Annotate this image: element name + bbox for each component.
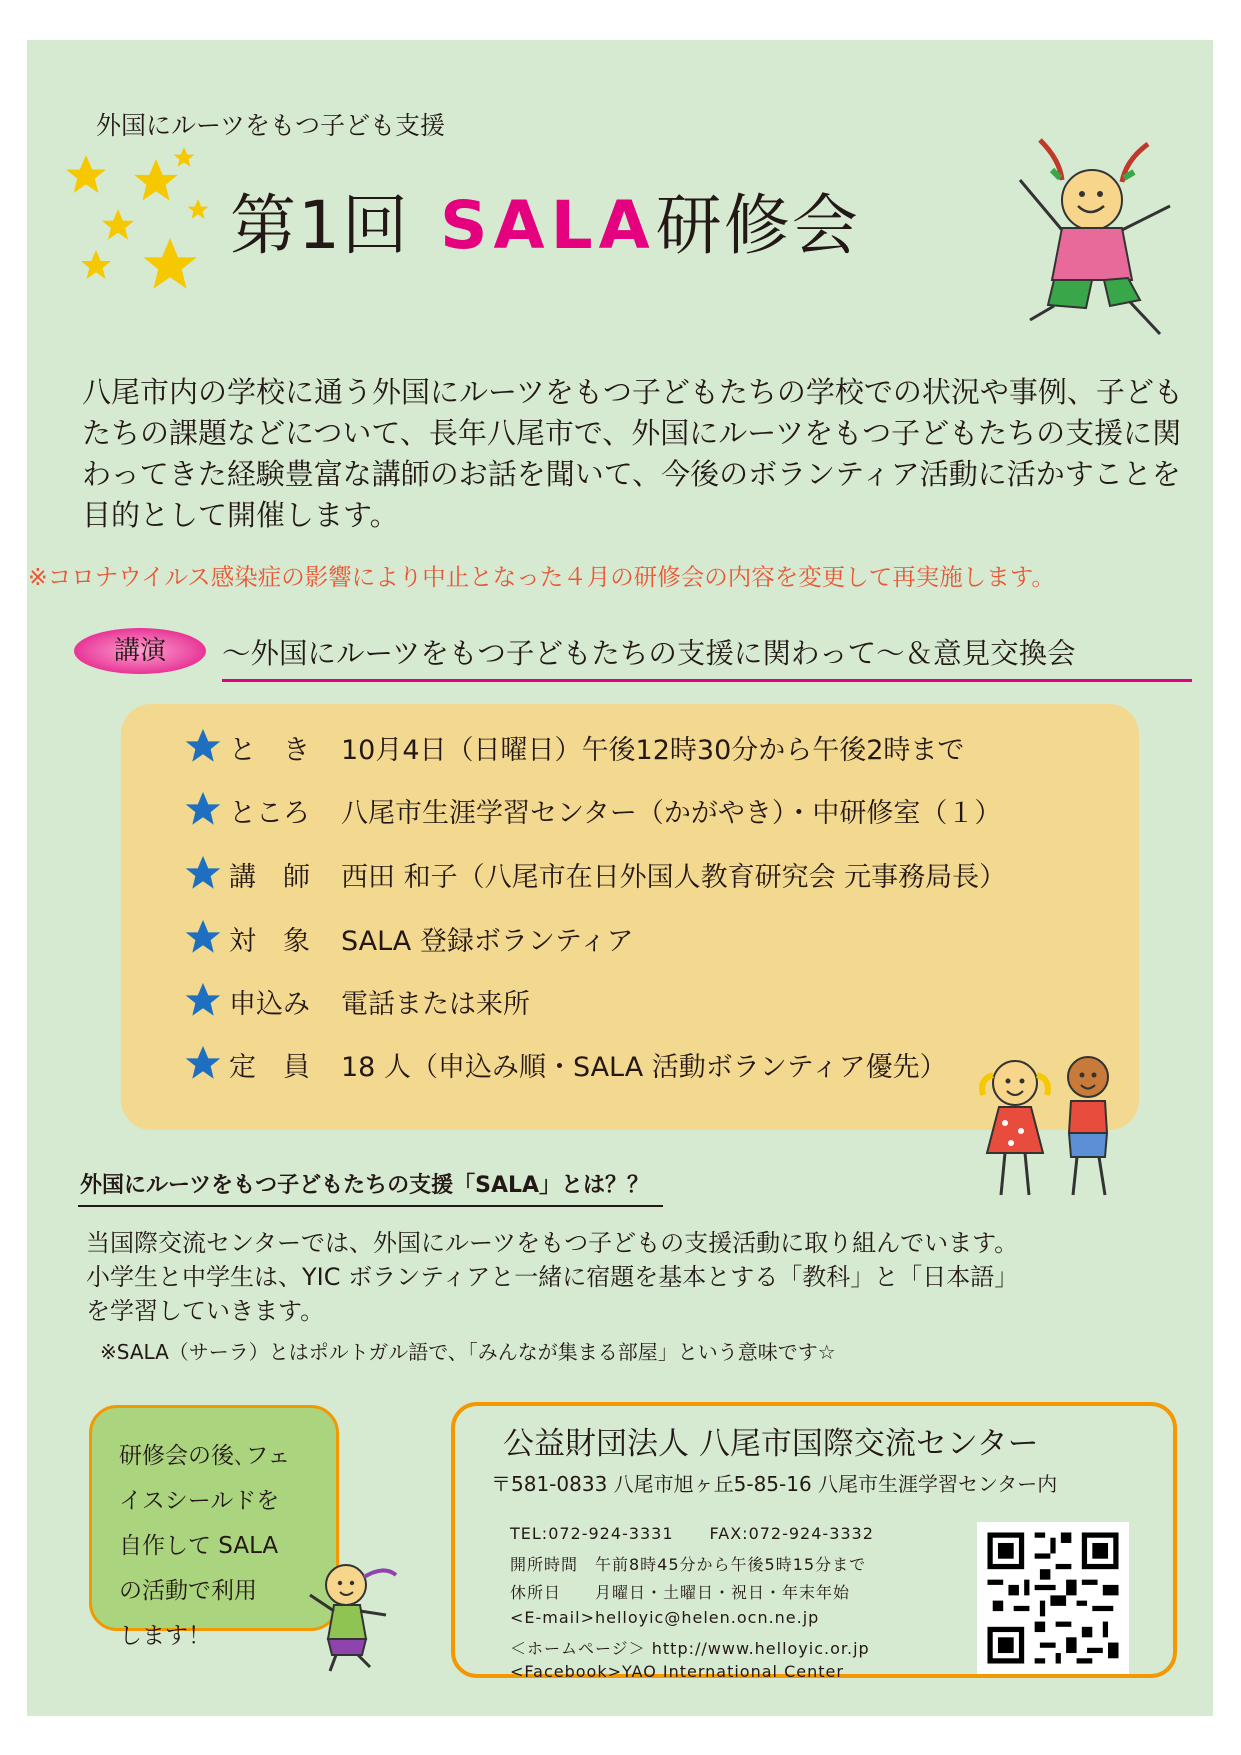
detail-value: 10月4日（日曜日）午後12時30分から午後2時まで xyxy=(341,734,965,766)
note-line: イスシールドを xyxy=(119,1488,280,1514)
detail-row-time xyxy=(183,727,964,767)
blue-star-icon xyxy=(183,1044,223,1084)
title-prefix: 第1回 xyxy=(230,187,410,264)
about-line: 小学生と中学生は、YIC ボランティアと一緒に宿題を基本とする「教科」と「日本語」 xyxy=(86,1263,1019,1291)
two-children-illustration xyxy=(965,1045,1135,1210)
about-sala-note: ※SALA（サーラ）とはポルトガル語で、「みんなが集まる部屋」という意味です☆ xyxy=(100,1340,836,1364)
contact-homepage[interactable]: ＜ホームページ＞ http://www.helloyic.or.jp xyxy=(510,1639,870,1658)
intro-paragraph: 八尾市内の学校に通う外国にルーツをもつ子どもたちの学校での状況や事例、子どもたちの課題などについて、長年八尾市で、外国にルーツをもつ子どもたちの支援に関わってきた経験豊富な講師のお話を聞いて、今後のボランティア活動に活かすことを目的として開催します。 xyxy=(82,375,1183,532)
detail-value: 18 人（申込み順・SALA 活動ボランティア優先） xyxy=(341,1051,947,1083)
note-line: 自作して SALA xyxy=(119,1533,279,1559)
detail-row-target xyxy=(183,918,634,958)
lecture-title: ～外国にルーツをもつ子どもたちの支援に関わって～＆意見交換会 xyxy=(222,631,1192,682)
detail-label: 定 員 xyxy=(229,1051,310,1083)
detail-label: ところ xyxy=(229,797,310,829)
contact-hours: 開所時間 午前8時45分から午後5時15分まで xyxy=(510,1555,867,1574)
cancellation-notice: ※コロナウイルス感染症の影響により中止となった４月の研修会の内容を変更して再実施します。 xyxy=(28,563,1055,591)
detail-value: 西田 和子（八尾市在日外国人教育研究会 元事務局長） xyxy=(341,861,1007,893)
small-girl-illustration xyxy=(300,1555,410,1675)
contact-fax: FAX:072-924-3332 xyxy=(709,1524,874,1543)
flyer-subtitle: 外国にルーツをもつ子ども支援 xyxy=(96,111,446,140)
organization-name: 公益財団法人 八尾市国際交流センター xyxy=(503,1426,1039,1462)
face-shield-note-text xyxy=(119,1434,329,1659)
contact-closed-days: 休所日 月曜日・土曜日・祝日・年末年始 xyxy=(510,1583,851,1602)
detail-value: 電話または来所 xyxy=(341,988,530,1020)
detail-label: と き xyxy=(229,734,310,766)
detail-row-lecturer xyxy=(183,854,1006,894)
detail-row-place xyxy=(183,790,1001,830)
flyer-title xyxy=(230,172,860,267)
note-line: します！ xyxy=(119,1623,211,1649)
jumping-girl-illustration xyxy=(1000,130,1190,340)
blue-star-icon xyxy=(183,981,223,1021)
detail-value: 八尾市生涯学習センター（かがやき）・中研修室（１） xyxy=(341,797,1002,829)
about-sala-heading: 外国にルーツをもつ子どもたちの支援「SALA」とは？？ xyxy=(78,1168,663,1207)
detail-value: SALA 登録ボランティア xyxy=(341,925,634,957)
organization-info-box xyxy=(451,1402,1177,1681)
detail-row-application xyxy=(183,981,530,1021)
detail-label: 対 象 xyxy=(229,925,310,957)
title-suffix: 研修会 xyxy=(655,187,860,264)
detail-row-capacity xyxy=(183,1044,947,1084)
gold-stars-decoration xyxy=(60,140,220,300)
contact-tel: TEL:072-924-3331 xyxy=(510,1524,674,1543)
detail-label: 申込み xyxy=(229,988,310,1020)
contact-facebook[interactable]: <Facebook>YAO International Center xyxy=(510,1662,844,1681)
note-line: 研修会の後､フェ xyxy=(119,1443,291,1469)
organization-address: 〒581-0833 八尾市旭ヶ丘5-85-16 八尾市生涯学習センター内 xyxy=(491,1472,1058,1496)
detail-label: 講 師 xyxy=(229,861,310,893)
about-line: 当国際交流センターでは、外国にルーツをもつ子どもの支援活動に取り組んでいます。 xyxy=(86,1229,1019,1257)
note-line: の活動で利用 xyxy=(119,1578,257,1604)
blue-star-icon xyxy=(183,790,223,830)
contact-email[interactable]: <E-mail>helloyic@helen.ocn.ne.jp xyxy=(510,1608,820,1627)
contact-phone-fax xyxy=(510,1524,874,1543)
qr-code-icon[interactable] xyxy=(977,1522,1129,1674)
blue-star-icon xyxy=(183,727,223,767)
blue-star-icon xyxy=(183,918,223,958)
blue-star-icon xyxy=(183,854,223,894)
title-brand: SALA xyxy=(440,187,656,264)
lecture-badge: 講演 xyxy=(74,628,206,674)
about-line: を学習していきます。 xyxy=(86,1297,325,1325)
about-sala-body xyxy=(86,1226,1186,1328)
